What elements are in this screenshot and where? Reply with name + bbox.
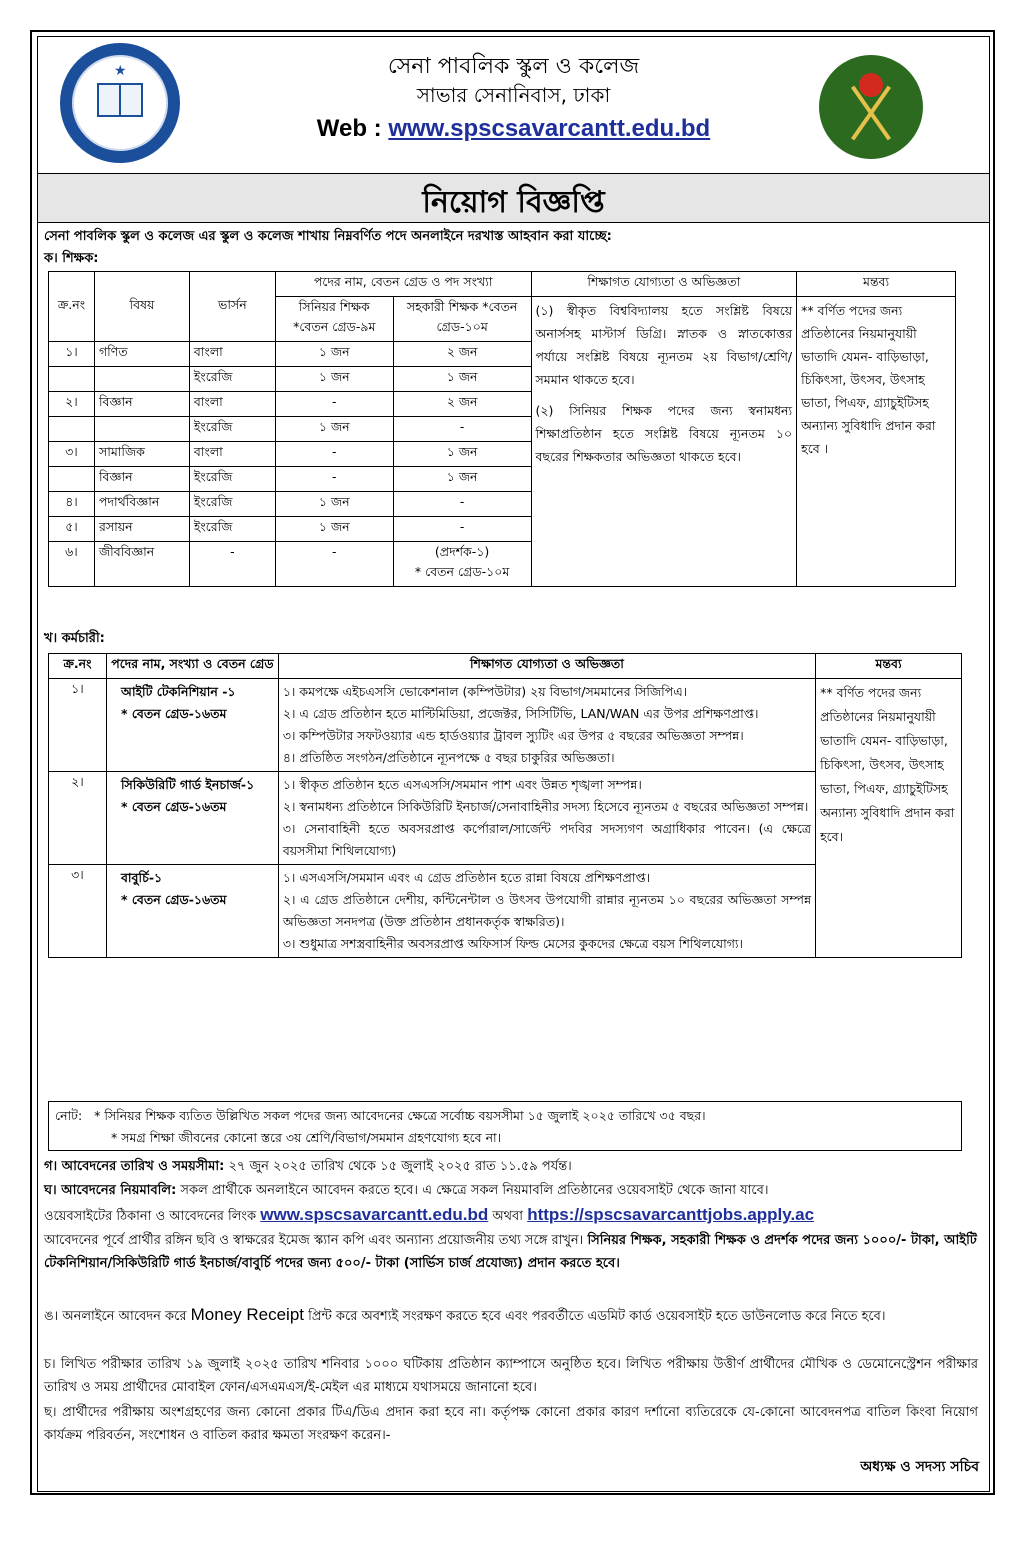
note-line-2: * সমগ্র শিক্ষা জীবনের কোনো স্তরে ৩য় শ্রেণি/বিভাগ/সমমান গ্রহণযোগ্য হবে না। <box>111 1130 502 1145</box>
fee-text: আবেদনের পূর্বে প্রার্থীর রঙ্গিন ছবি ও স্বাক্ষরের ইমেজ স্ক্যান কপি এবং অন্যান্য প্রয়োজনীয় তথ্য সঙ্গে রাখুন। <box>44 1233 588 1248</box>
money-receipt: Money Receipt <box>190 1305 305 1324</box>
th-sl: ক্র.নং <box>49 654 107 679</box>
cell-subject: বিজ্ঞান <box>94 467 189 492</box>
section-teachers: ক। শিক্ষক: <box>44 251 99 266</box>
cell-version: বাংলা <box>189 342 275 367</box>
cell-sl: ৪। <box>49 492 95 517</box>
cell-senior: - <box>275 442 393 467</box>
cell-sl <box>49 467 95 492</box>
cell-version: - <box>189 542 275 587</box>
cell-version: ইংরেজি <box>189 492 275 517</box>
qualification-item: ১। এসএসসি/সমমান এবং এ গ্রেড প্রতিষ্ঠান হতে রান্না বিষয়ে প্রশিক্ষণপ্রাপ্ত। <box>282 870 651 885</box>
th-post: পদের নাম, বেতন গ্রেড ও পদ সংখ্যা <box>275 272 531 297</box>
receipt-text-1: ঙ। অনলাইনে আবেদন করে <box>44 1309 191 1324</box>
rules-text: সকল প্রার্থীকে অনলাইনে আবেদন করতে হবে। এ ক্ষেত্রে সকল নিয়মাবলি প্রতিষ্ঠানের ওয়েবসাইট থেকে জানা যাবে। <box>176 1183 769 1198</box>
post-name: আইটি টেকনিশিয়ান -১ <box>120 684 236 699</box>
school-location: সাভার সেনানিবাস, ঢাকা <box>416 83 611 107</box>
staff-remark: ** বর্ণিত পদের জন্য প্রতিষ্ঠানের নিয়মানুযায়ী ভাতাদি যেমন- বাড়িভাড়া, চিকিৎসা, উৎসব, উৎসাহ ভাতা, পিএফ, গ্র্যাচুইটিসহ অন্যান্য সুবিধাদি প্রদান করা হবে। <box>816 679 962 958</box>
cell-sl: ২। <box>49 392 95 417</box>
website-link-2[interactable]: https://spscsavarcanttjobs.apply.ac <box>527 1205 815 1224</box>
cell-sl: ১। <box>49 679 107 772</box>
cell-qualification <box>278 865 815 958</box>
cell-senior: ১ জন <box>275 367 393 392</box>
army-logo <box>819 55 923 159</box>
teachers-table <box>48 271 956 587</box>
deadline-paragraph <box>44 1155 978 1178</box>
qualification-item: ২। স্বনামধন্য প্রতিষ্ঠানে সিকিউরিটি ইনচার্জ/সেনাবাহিনীর সদস্য হিসেবে ন্যূনতম ৫ বছরের অভিজ্ঞতা সম্পন্ন। <box>282 799 809 814</box>
qualification-item: ২। এ গ্রেড প্রতিষ্ঠান হতে মাল্টিমিডিয়া, প্রজেক্টর, সিসিটিভি, LAN/WAN এর উপর প্রশিক্ষণপ্রাপ্ত। <box>282 706 759 721</box>
qualification-item: ৩। সেনাবাহিনী হতে অবসরপ্রাপ্ত কর্পোরাল/সার্জেন্ট পদবির সদস্যগণ অগ্রাধিকার পাবেন। (এ ক্ষেত্রে বয়সসীমা শিথিলযোগ্য) <box>282 821 812 858</box>
qualification-item: ৪। প্রতিষ্ঠিত সংগঠন/প্রতিষ্ঠানে ন্যূনপক্ষে ৫ বছর চাকুরির অভিজ্ঞতা। <box>282 750 615 765</box>
th-remark: মন্তব্য <box>816 654 962 679</box>
website-link-1[interactable]: www.spscsavarcantt.edu.bd <box>260 1205 489 1224</box>
school-name: সেনা পাবলিক স্কুল ও কলেজ <box>387 54 640 79</box>
intro-text: সেনা পাবলিক স্কুল ও কলেজ এর স্কুল ও কলেজ শাখায় নিম্নবর্ণিত পদে অনলাইনে দরখাস্ত আহবান করা যাচ্ছে: <box>44 229 612 244</box>
web-label: Web : <box>316 115 389 142</box>
cell-version: বাংলা <box>189 392 275 417</box>
qualification-item: ১। স্বীকৃত প্রতিষ্ঠান হতে এসএসসি/সমমান পাশ এবং উন্নত শৃঙ্খলা সম্পন্ন। <box>282 777 642 792</box>
th-assistant: সহকারী শিক্ষক *বেতন গ্রেড-১০ম <box>393 297 531 342</box>
cell-sl: ৫। <box>49 517 95 542</box>
cell-assistant: ১ জন <box>393 442 531 467</box>
fee-amounts: সিনিয়র শিক্ষক, সহকারী শিক্ষক ও প্রদর্শক পদের জন্য ১০০০/- টাকা, আইটি টেকনিশিয়ান/সিকিউরিটি গার্ড ইনচার্জ/বাবুর্চি পদের জন্য ৫০০/- টাকা (সার্ভিস চার্জ প্রযোজ্য) প্রদান করতে হবে। <box>44 1233 977 1271</box>
cell-sl: ৩। <box>49 865 107 958</box>
th-version: ভার্সন <box>189 272 275 342</box>
cell-subject: রসায়ন <box>94 517 189 542</box>
cell-version: বাংলা <box>189 442 275 467</box>
cell-senior: - <box>275 467 393 492</box>
th-senior: সিনিয়র শিক্ষক *বেতন গ্রেড-৯ম <box>275 297 393 342</box>
cell-post <box>106 865 278 958</box>
cell-assistant: - <box>393 517 531 542</box>
cell-assistant: ১ জন <box>393 467 531 492</box>
cell-version: ইংরেজি <box>189 517 275 542</box>
cell-subject: জীববিজ্ঞান <box>94 542 189 587</box>
teacher-remark: ** বর্ণিত পদের জন্য প্রতিষ্ঠানের নিয়মানুযায়ী ভাতাদি যেমন- বাড়িভাড়া, চিকিৎসা, উৎসব, উৎসাহ ভাতা, পিএফ, গ্র্যাচুইটিসহ অন্যান্য সুবিধাদি প্রদান করা হবে । <box>797 297 956 587</box>
notice-title-bar <box>38 173 989 223</box>
rules-label: ঘ। আবেদনের নিয়মাবলি: <box>44 1183 177 1198</box>
cell-version: ইংরেজি <box>189 367 275 392</box>
cell-senior: ১ জন <box>275 342 393 367</box>
cell-version: ইংরেজি <box>189 417 275 442</box>
notice-frame <box>37 36 990 1492</box>
deadline-text: ২৭ জুন ২০২৫ তারিখ থেকে ১৫ জুলাই ২০২৫ রাত ১১.৫৯ পর্যন্ত। <box>224 1159 572 1174</box>
cell-assistant: - <box>393 417 531 442</box>
signature: অধ্যক্ষ ও সদস্য সচিব <box>860 1459 979 1475</box>
header <box>38 37 989 172</box>
post-grade: * বেতন গ্রেড-১৬তম <box>120 799 227 814</box>
cell-assistant: ২ জন <box>393 342 531 367</box>
cell-senior: ১ জন <box>275 417 393 442</box>
fee-paragraph <box>44 1229 978 1275</box>
receipt-text-2: প্রিন্ট করে অবশ্যই সংরক্ষণ করতে হবে এবং পরবর্তীতে এডমিট কার্ড ওয়েবসাইট হতে ডাউনলোড করে নিতে হবে। <box>304 1309 886 1324</box>
qualification-item: ৩। শুধুমাত্র সশস্ত্রবাহিনীর অবসরপ্রাপ্ত অফিসার্স ফিল্ড মেসের কুকদের ক্ষেত্রে বয়স শিথিলযোগ্য। <box>282 936 744 951</box>
teacher-qualification <box>531 297 797 587</box>
note-label: নোট: <box>55 1108 83 1123</box>
qualification-item: ২। এ গ্রেড প্রতিষ্ঠানে দেশীয়, কন্টিনেন্টাল ও উৎসব উপযোগী রান্নার ন্যূনতম ১০ বছরের অভিজ্ঞতা সম্পন্ন অভিজ্ঞতা সনদপত্র (উক্ত প্রতিষ্ঠান প্রধানকর্তৃক স্বাক্ষরিত)। <box>282 892 812 929</box>
cell-post <box>106 772 278 865</box>
th-remark: মন্তব্য <box>797 272 956 297</box>
cell-subject <box>94 417 189 442</box>
rules-paragraph <box>44 1179 978 1202</box>
qualification-item: ৩। কম্পিউটার সফটওয়্যার এন্ড হার্ডওয়্যার ট্রাবল স্যুটিং এর উপর ৫ বছরের অভিজ্ঞতা সম্পন্ন। <box>282 728 744 743</box>
cell-senior: ১ জন <box>275 517 393 542</box>
notice-title: নিয়োগ বিজ্ঞপ্তি <box>422 185 605 220</box>
cell-post <box>106 679 278 772</box>
cell-subject <box>94 367 189 392</box>
ta-da-paragraph: ছ। প্রার্থীদের পরীক্ষায় অংশগ্রহণের জন্য কোনো প্রকার টিএ/ডিএ প্রদান করা হবে না। কর্তৃপক্ষ কোনো প্রকার কারণ দর্শানো ব্যতিরেকে যে-কোনো আবেদনপত্র বাতিল কিংবা নিয়োগ কার্যক্রম পরিবর্তন, সংশোধন ও বাতিল করার ক্ষমতা সংরক্ষণ করেন।- <box>44 1405 978 1443</box>
th-qualification: শিক্ষাগত যোগ্যতা ও অভিজ্ঞতা <box>278 654 815 679</box>
website-paragraph <box>44 1203 978 1228</box>
qualification-1: (১) স্বীকৃত বিশ্ববিদ্যালয় হতে সংশ্লিষ্ট বিষয়ে অনার্সসহ মাস্টার্স ডিগ্রি। স্নাতক ও স্নাতকোত্তর পর্যায়ে সংশ্লিষ্ট বিষয়ে ন্যূনতম ২য় বিভাগ/শ্রেণি/ সমমান থাকতে হবে। <box>535 303 793 387</box>
th-qualification: শিক্ষাগত যোগ্যতা ও অভিজ্ঞতা <box>531 272 797 297</box>
cell-senior: - <box>275 542 393 587</box>
cell-qualification <box>278 679 815 772</box>
note-box <box>48 1101 962 1151</box>
cell-version: ইংরেজি <box>189 467 275 492</box>
cell-sl: ১। <box>49 342 95 367</box>
cell-subject: পদার্থবিজ্ঞান <box>94 492 189 517</box>
cell-senior: ১ জন <box>275 492 393 517</box>
post-name: সিকিউরিটি গার্ড ইনচার্জ-১ <box>120 777 255 792</box>
website-or: অথবা <box>488 1209 528 1224</box>
table-row <box>49 679 962 772</box>
qualification-item: ১। কমপক্ষে এইচএসসি ভোকেশনাল (কম্পিউটার) ২য় বিভাগ/সমমানের সিজিপিএ। <box>282 684 688 699</box>
th-subject: বিষয় <box>94 272 189 342</box>
cell-qualification <box>278 772 815 865</box>
post-grade: * বেতন গ্রেড-১৬তম <box>120 892 227 907</box>
post-name: বাবুর্চি-১ <box>120 870 163 885</box>
school-logo: ★ <box>60 43 180 163</box>
cell-sl <box>49 417 95 442</box>
cell-sl: ৬। <box>49 542 95 587</box>
deadline-label: গ। আবেদনের তারিখ ও সময়সীমা: <box>44 1159 225 1174</box>
qualification-2: (২) সিনিয়র শিক্ষক পদের জন্য স্বনামধন্য শিক্ষাপ্রতিষ্ঠান হতে সংশ্লিষ্ট বিষয়ে ন্যূনতম ১০ বছরের শিক্ষকতার অভিজ্ঞতা থাকতে হবে। <box>535 403 793 464</box>
cell-sl: ৩। <box>49 442 95 467</box>
receipt-paragraph <box>44 1303 978 1328</box>
cell-sl <box>49 367 95 392</box>
cell-subject: সামাজিক <box>94 442 189 467</box>
website-link[interactable]: www.spscsavarcantt.edu.bd <box>388 115 711 142</box>
th-sl: ক্র.নং <box>49 272 95 342</box>
cell-assistant: ১ জন <box>393 367 531 392</box>
cell-assistant: ২ জন <box>393 392 531 417</box>
cell-senior: - <box>275 392 393 417</box>
cell-subject: বিজ্ঞান <box>94 392 189 417</box>
website-prefix: ওয়েবসাইটের ঠিকানা ও আবেদনের লিংক <box>44 1209 261 1224</box>
cell-assistant: (প্রদর্শক-১) * বেতন গ্রেড-১০ম <box>393 542 531 587</box>
post-grade: * বেতন গ্রেড-১৬তম <box>120 706 227 721</box>
note-line-1: * সিনিয়র শিক্ষক ব্যতিত উল্লিখিত সকল পদের জন্য আবেদনের ক্ষেত্রে সর্বোচ্চ বয়সসীমা ১৫ জুলাই ২০২৫ তারিখে ৩৫ বছর। <box>94 1108 706 1123</box>
cell-assistant: - <box>393 492 531 517</box>
cell-sl: ২। <box>49 772 107 865</box>
section-staff: খ। কর্মচারী: <box>44 631 105 646</box>
th-post: পদের নাম, সংখ্যা ও বেতন গ্রেড <box>106 654 278 679</box>
exam-paragraph: চ। লিখিত পরীক্ষার তারিখ ১৯ জুলাই ২০২৫ তারিখ শনিবার ১০০০ ঘটিকায় প্রতিষ্ঠান ক্যাম্পাসে অনুষ্ঠিত হবে। লিখিত পরীক্ষায় উত্তীর্ণ প্রার্থীদের মৌখিক ও ডেমোনেস্ট্রেশন পরীক্ষার তারিখ ও সময় প্রার্থীদের মোবাইল ফোন/এসএমএস/ই-মেইল এর মাধ্যমে যথাসময়ে জানানো হবে। <box>44 1357 978 1395</box>
cell-subject: গণিত <box>94 342 189 367</box>
staff-table <box>48 653 962 958</box>
